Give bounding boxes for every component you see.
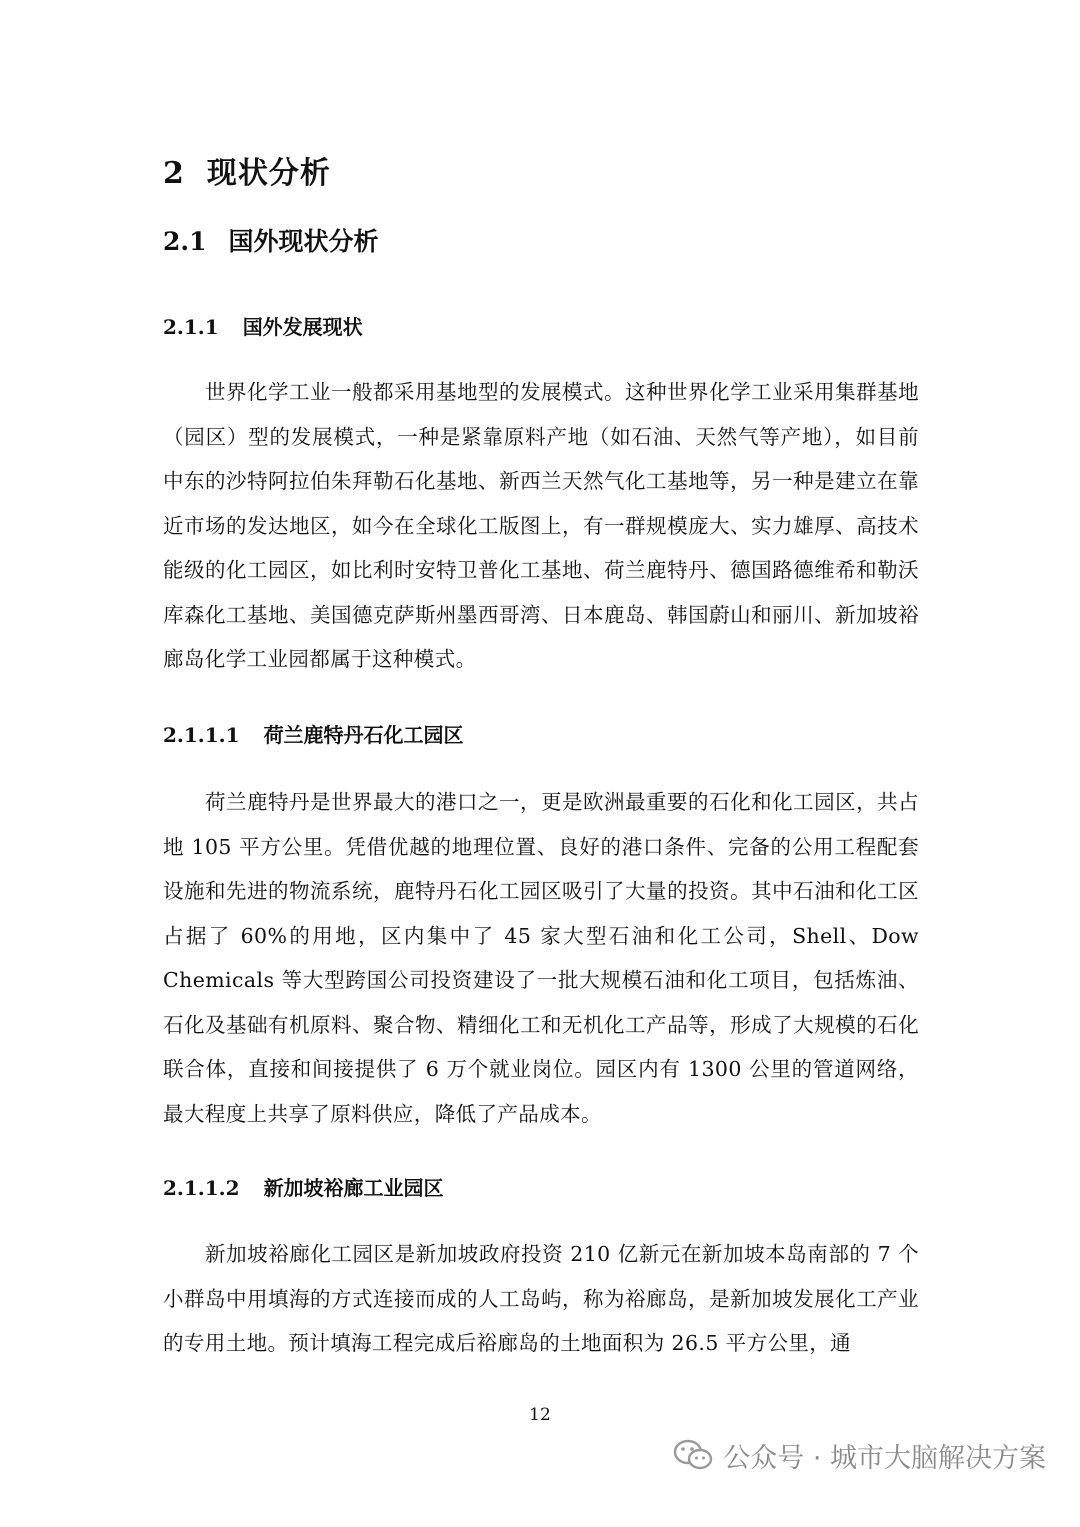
chapter-number: 2 <box>163 156 185 191</box>
subsection-number: 2.1.1 <box>163 315 219 339</box>
subsection-heading-2-1-1-1 <box>163 719 464 748</box>
paragraph-jurong: 新加坡裕廊化工园区是新加坡政府投资 210 亿新元在新加坡本岛南部的 7 个小群岛中用填海的方式连接而成的人工岛屿，称为裕廊岛，是新加坡发展化工产业的专用土地。预计填海工程完成后裕廊岛的土地面积为 26.5 平方公里，通 <box>163 1242 919 1355</box>
watermark <box>673 1433 1046 1477</box>
chapter-heading <box>163 148 331 192</box>
subsection-title: 国外发展现状 <box>242 315 363 339</box>
subsection-title: 荷兰鹿特丹石化工园区 <box>263 723 464 747</box>
subsection-heading-2-1-1-2 <box>163 1172 444 1201</box>
section-title: 国外现状分析 <box>228 227 379 256</box>
chapter-title: 现状分析 <box>206 156 331 191</box>
wechat-icon <box>673 1438 713 1472</box>
subsection-number: 2.1.1.1 <box>163 723 240 747</box>
subsection-heading-2-1-1 <box>163 311 363 340</box>
section-number: 2.1 <box>163 227 207 256</box>
watermark-text: 公众号 · 城市大脑解决方案 <box>723 1442 1046 1474</box>
subsection-title: 新加坡裕廊工业园区 <box>263 1176 444 1200</box>
page-number: 12 <box>529 1405 551 1425</box>
paragraph-rotterdam: 荷兰鹿特丹是世界最大的港口之一，更是欧洲最重要的石化和化工园区，共占地 105 平方公里。凭借优越的地理位置、良好的港口条件、完备的公用工程配套设施和先进的物流系统，鹿特丹石化工园区吸引了大量的投资。其中石油和化工区占据了 60%的用地，区内集中了 45 家大型石油和化工公司，Shell、Dow Chemicals 等大型跨国公司投资建设了一批大规模石油和化工项目，包括炼油、石化及基础有机原料、聚合物、精细化工和无机化工产品等，形成了大规模的石化联合体，直接和间接提供了 6 万个就业岗位。园区内有 1300 公里的管道网络，最大程度上共享了原料供应，降低了产品成本。 <box>163 790 919 1126</box>
section-heading <box>163 222 379 258</box>
paragraph-overseas-development: 世界化学工业一般都采用基地型的发展模式。这种世界化学工业采用集群基地（园区）型的发展模式，一种是紧靠原料产地（如石油、天然气等产地），如目前中东的沙特阿拉伯朱拜勒石化基地、新西兰天然气化工基地等，另一种是建立在靠近市场的发达地区，如今在全球化工版图上，有一群规模庞大、实力雄厚、高技术能级的化工园区，如比利时安特卫普化工基地、荷兰鹿特丹、德国路德维希和勒沃库森化工基地、美国德克萨斯州墨西哥湾、日本鹿岛、韩国蔚山和丽川、新加坡裕廊岛化学工业园都属于这种模式。 <box>163 380 919 671</box>
subsection-number: 2.1.1.2 <box>163 1176 240 1200</box>
